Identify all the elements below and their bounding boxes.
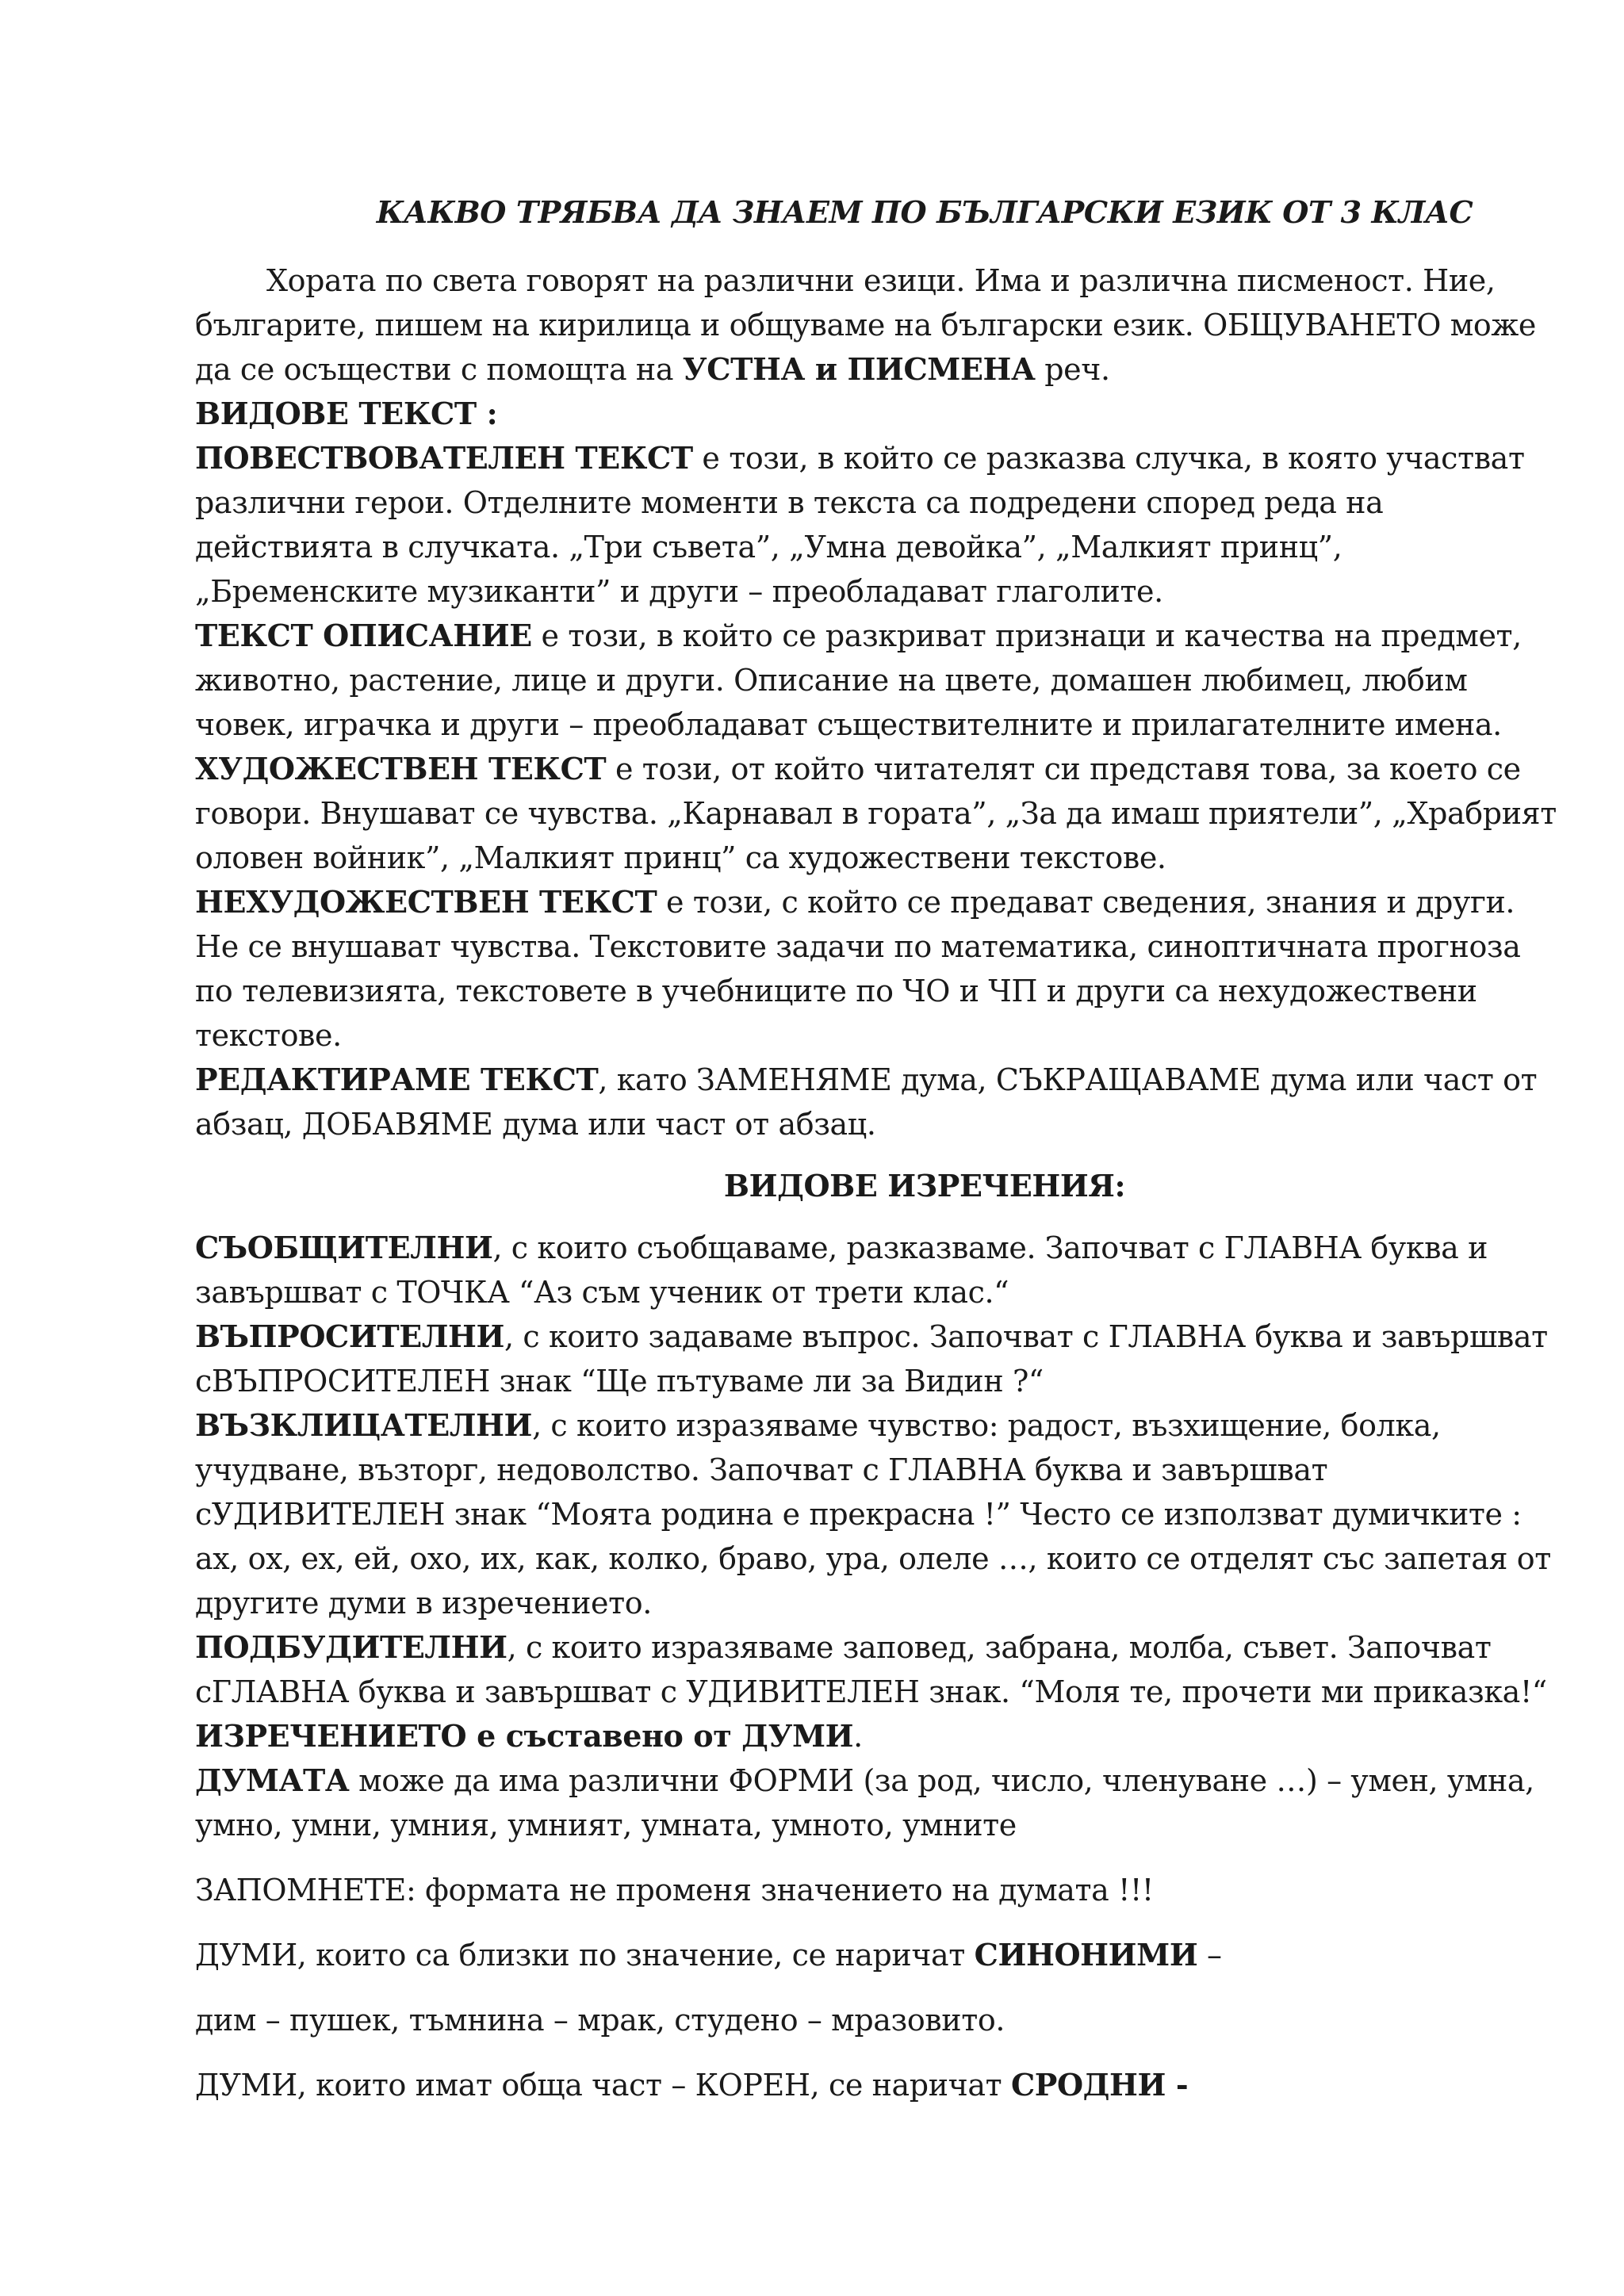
definition: , като ЗАМЕНЯМЕ дума, СЪКРАЩАВАМЕ дума или част от абзац, ДОБАВЯМЕ дума или част от абзац. (195, 1062, 1538, 1142)
term: ПОВЕСТВОВАТЕЛЕН ТЕКСТ (195, 440, 693, 476)
term: СЪОБЩИТЕЛНИ (195, 1230, 493, 1265)
text-type-narrative (195, 436, 1559, 614)
term: ПОДБУДИТЕЛНИ (195, 1629, 508, 1665)
term: НЕХУДОЖЕСТВЕН ТЕКСТ (195, 884, 657, 920)
related-term: СРОДНИ - (1010, 2067, 1189, 2103)
text-type-editing (195, 1058, 1559, 1146)
synonym-examples: дим – пушек, тъмнина – мрак, студено – мразовито. (195, 2003, 1005, 2038)
intro-tail: реч. (1035, 352, 1110, 387)
term: ДУМАТА (195, 1762, 350, 1798)
definition: , с които изразяваме заповед, забрана, молба, съвет. Започват сГЛАВНА буква и завършват с УДИВИТЕЛЕН знак. “Моля те, прочети ми приказка!“ (195, 1630, 1547, 1709)
document-body (195, 190, 1559, 2107)
sentence-types-heading: ВИДОВЕ ИЗРЕЧЕНИЯ: (723, 1168, 1126, 1203)
text-types-heading: ВИДОВЕ ТЕКСТ : (195, 396, 498, 431)
remember-note: ЗАПОМНЕТЕ: формата не променя значението на думата !!! (195, 1873, 1154, 1908)
synonyms-term: СИНОНИМИ (974, 1937, 1198, 1973)
term: РЕДАКТИРАМЕ ТЕКСТ (195, 1062, 599, 1097)
intro-paragraph (195, 258, 1559, 392)
sentence-words-statement: ИЗРЕЧЕНИЕТО е съставено от ДУМИ. (195, 1718, 863, 1754)
sentence-type-declarative (195, 1226, 1559, 1314)
intro-text: Хората по света говорят на различни езици. Има и различна писменост. Ние, българите, пишем на кирилица и общуваме на български език. ОБЩУВАНЕТО може да се осъществи с помощта на (195, 263, 1537, 387)
intro-bold: УСТНА и ПИСМЕНА (682, 351, 1036, 387)
term: ВЪПРОСИТЕЛНИ (195, 1318, 505, 1354)
term: ХУДОЖЕСТВЕН ТЕКСТ (195, 751, 607, 786)
definition: може да има различни ФОРМИ (за род, число, членуване …) – умен, умна, умно, умни, умния, умният, умната, умното, умните (195, 1763, 1534, 1843)
sentence-type-exclamatory (195, 1403, 1559, 1625)
text-type-nonliterary (195, 880, 1559, 1058)
related-words-paragraph: ДУМИ, които имат обща част – КОРЕН, се наричат СРОДНИ - (195, 2067, 1189, 2103)
text-type-literary (195, 747, 1559, 880)
definition: е този, от който читателят си представя това, за което се говори. Внушават се чувства. „Карнавал в гората”, „За да имаш приятели”, „Храбрият оловен войник”, „Малкият принц” са художествени текстове. (195, 752, 1557, 875)
text-type-description (195, 614, 1559, 747)
document-title: КАКВО ТРЯБВА ДА ЗНАЕМ ПО БЪЛГАРСКИ ЕЗИК ОТ 3 КЛАС (376, 194, 1473, 230)
definition: е този, в който се разкриват признаци и качества на предмет, животно, растение, лице и други. Описание на цвете, домашен любимец, любим човек, играчка и други – преобладават съществителните и прилагателните имена. (195, 618, 1522, 742)
synonyms-paragraph: ДУМИ, които са близки по значение, се наричат СИНОНИМИ – (195, 1937, 1222, 1973)
definition: , с които изразяваме чувство: радост, възхищение, болка, учудване, възторг, недоволство. Започват с ГЛАВНА буква и завършват сУДИВИТЕЛЕН знак “Моята родина е прекрасна !” Често се използват думичките : ах, ох, ех, ей, охо, их, как, колко, браво, ура, олеле …, които се отделят със запетая от другите думи в изречението. (195, 1408, 1551, 1621)
term: ВЪЗКЛИЦАТЕЛНИ (195, 1407, 533, 1443)
definition: е този, в който се разказва случка, в която участват различни герои. Отделните моменти в текста са подредени според реда на действията в случката. „Три съвета”, „Умна девойка”, „Малкият принц”, „Бременските музиканти” и други – преобладават глаголите. (195, 441, 1525, 609)
term: ТЕКСТ ОПИСАНИЕ (195, 618, 532, 653)
word-forms-paragraph (195, 1758, 1559, 1847)
sentence-type-interrogative (195, 1314, 1559, 1403)
definition: , с които задаваме въпрос. Започват с ГЛАВНА буква и завършват сВЪПРОСИТЕЛЕН знак “Ще пътуваме ли за Видин ?“ (195, 1319, 1548, 1399)
sentence-type-imperative (195, 1625, 1559, 1714)
definition: е този, с който се предават сведения, знания и други. Не се внушават чувства. Текстовите задачи по математика, синоптичната прогноза по телевизията, текстовете в учебниците по ЧО и ЧП и други са нехудожествени текстове. (195, 885, 1521, 1053)
definition: , с които съобщаваме, разказваме. Започват с ГЛАВНА буква и завършват с ТОЧКА “Аз съм ученик от трети клас.“ (195, 1230, 1488, 1310)
